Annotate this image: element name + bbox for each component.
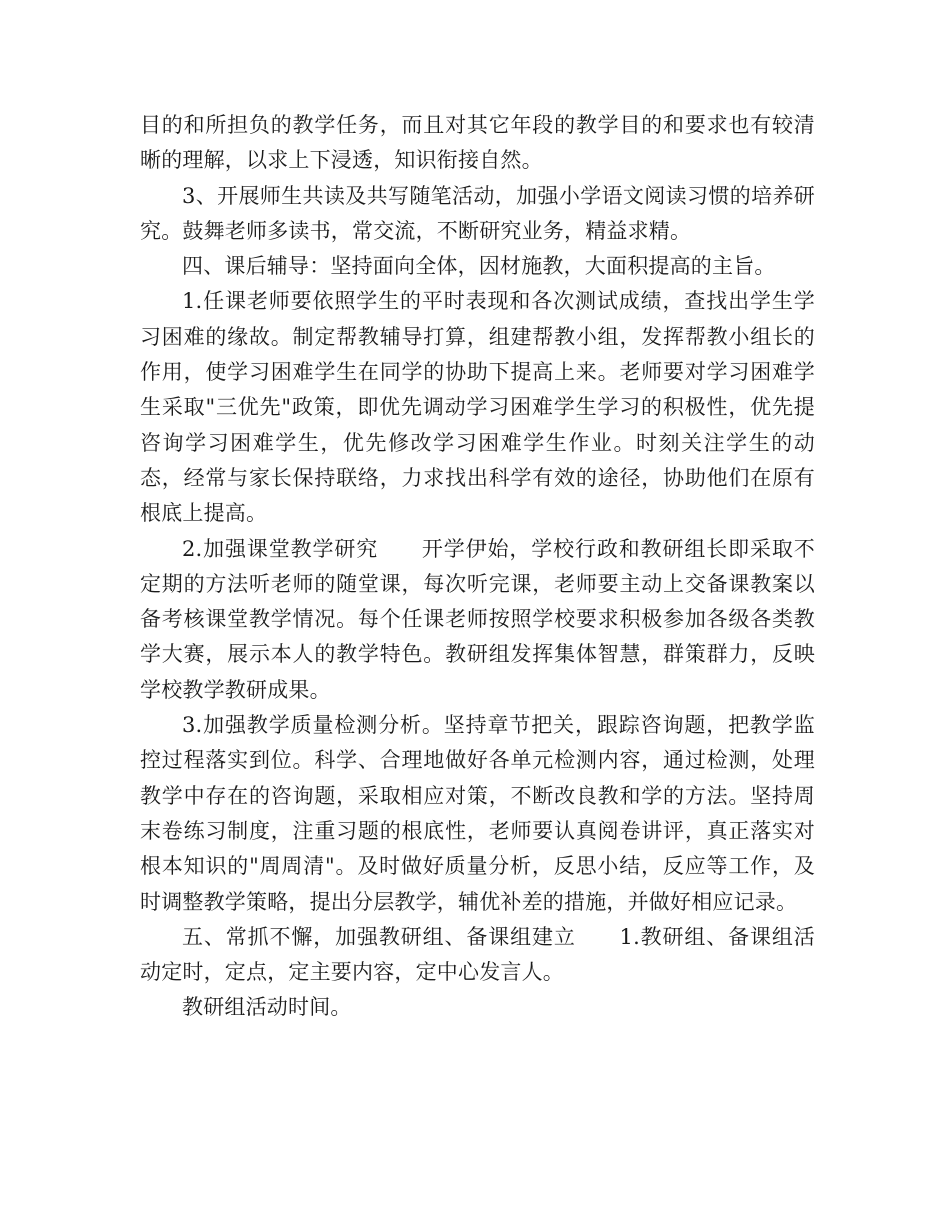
paragraph-activity-time: 教研组活动时间。 [182, 995, 352, 1020]
paragraph-continuation: 目的和所担负的教学任务，而且对其它年段的教学目的和要求也有较清晰的理解，以求上下浸透，知识衔接自然。 [140, 113, 815, 173]
paragraph-item-1-tutoring: 1.任课老师要依照学生的平时表现和各次测试成绩，查找出学生学习困难的缘故。制定帮教辅导打算，组建帮教小组，发挥帮教小组长的作用，使学习困难学生在同学的协助下提高上来。老师要对学习困难学生采取"三优先"政策，即优先调动学习困难学生学习的积极性，优先提咨询学习困难学生，优先修改学习困难学生作业。时刻关注学生的动态，经常与家长保持联络，力求找出科学有效的途径，协助他们在原有根底上提高。 [140, 289, 815, 526]
paragraph-item-2-classroom-research: 2.加强课堂教学研究 开学伊始，学校行政和教研组长即采取不定期的方法听老师的随堂课，每次听完课，老师要主动上交备课教案以备考核课堂教学情况。每个任课老师按照学校要求积极参加各级各类教学大赛，展示本人的教学特色。教研组发挥集体智慧，群策群力，反映学校教学教研成果。 [140, 536, 815, 702]
paragraph-item-3-reading: 3、开展师生共读及共写随笔活动，加强小学语文阅读习惯的培养研究。鼓舞老师多读书，常交流，不断研究业务，精益求精。 [140, 183, 815, 243]
section-heading-after-class-tutoring: 四、课后辅导：坚持面向全体，因材施教，大面积提高的主旨。 [182, 254, 776, 279]
document-body [140, 108, 815, 1026]
paragraph-item-3-quality-analysis: 3.加强教学质量检测分析。坚持章节把关，跟踪咨询题，把教学监控过程落实到位。科学、合理地做好各单元检测内容，通过检测，处理教学中存在的咨询题，采取相应对策，不断改良教和学的方法。坚持周末卷练习制度，注重习题的根底性，老师要认真阅卷讲评，真正落实对根本知识的"周周清"。及时做好质量分析，反思小结，反应等工作，及时调整教学策略，提出分层教学，辅优补差的措施，并做好相应记录。 [140, 713, 815, 914]
section-heading-teaching-groups: 五、常抓不懈，加强教研组、备课组建立 1.教研组、备课组活动定时，定点，定主要内容，定中心发言人。 [140, 924, 815, 985]
